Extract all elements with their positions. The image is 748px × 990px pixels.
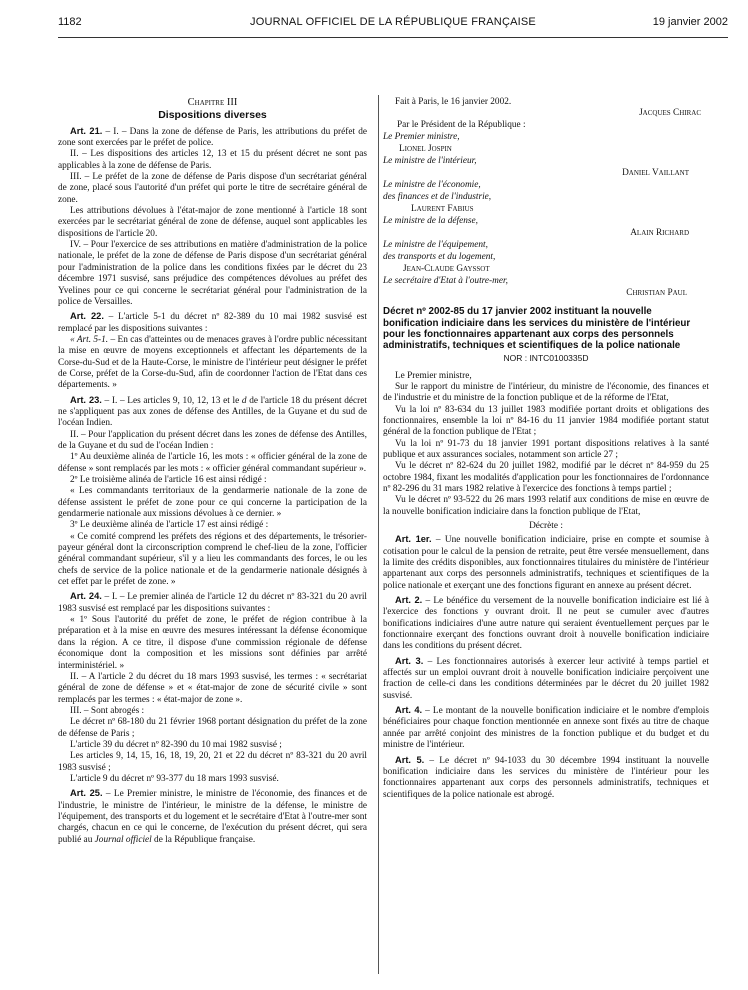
paragraph: « Ce comité comprend les préfets des régions et des départements, le trésorier-payeur général dont la circonscription comprend le chef-lieu de la zone, l'officier général commandant supérieur, s'il y a lieu les commandants des forces, le ou les chefs de service de la police nationale et de la gendarmerie nationale désignés à cet effet par le préfet de zone. » <box>58 531 367 588</box>
signatory-name: Daniel Vaillant <box>622 168 689 179</box>
signature-line <box>383 144 709 156</box>
article-label: Art. 3. <box>395 655 424 666</box>
chapter-heading: Chapitre III <box>187 97 238 108</box>
paragraph-text: – I. – Dans la zone de défense de Paris, les attributions du préfet de zone sont exercées par le préfet de police. <box>58 126 367 149</box>
signature-line <box>383 252 709 264</box>
paragraph: IV. – Pour l'exercice de ses attributions en matière d'administration de la police nationale, le préfet de la zone de défense de Paris dispose d'un secrétariat général pour l'administration de la police dans les conditions fixées par le décret du 23 décembre 1971 susvisé, sans préjudice des compétences dévolues au préfet des Yvelines pour ce qui concerne le secrétariat général pour l'administration de la police de Versailles. <box>58 240 367 307</box>
page-number: 1182 <box>58 16 82 28</box>
quoted-article-ref: « Art. 5-1. <box>70 334 109 345</box>
signatory-name: Lionel Jospin <box>399 144 452 155</box>
journal-ref: Journal officiel <box>94 834 152 845</box>
signature-line <box>383 192 709 204</box>
signatory-role: Le ministre de l'intérieur, <box>383 156 477 167</box>
signatory-role: Le ministre de l'équipement, <box>383 240 488 251</box>
signature-line <box>383 108 709 120</box>
signatory-role: des transports et du logement, <box>383 252 496 263</box>
paragraph: Les articles 9, 14, 15, 16, 18, 19, 20, 21 et 22 du décret nº 83-321 du 20 avril 1983 susvisé ; <box>58 751 367 773</box>
paragraph-text: – Le bénéfice du versement de la nouvelle bonification indiciaire est lié à l'exercice des fonctions y ouvrant droit. Il ne peut se cumuler avec d'autres bonifications indiciaires d'une autre nature qui seraient éventuellement perçues par le fonctionnaire exerçant des fonctions ouvrant droit à nouvelle bonification indiciaire dans les conditions du présent décret. <box>383 596 709 652</box>
paragraph: « 1º Sous l'autorité du préfet de zone, le préfet de région contribue à la préparation et à la mise en œuvre des mesures intéressant la défense économique dans la région. A ce titre, il dispose d'une commission régionale de défense économique dont la composition et les missions sont définies par arrêté interministériel. » <box>58 615 367 671</box>
signature-line <box>383 204 709 216</box>
issue-date: 19 janvier 2002 <box>652 16 728 28</box>
article-label: Art. 25. <box>70 788 103 799</box>
signature-line <box>383 180 709 192</box>
paragraph: « Les commandants territoriaux de la gendarmerie nationale de la zone de défense assistent le préfet de zone pour ce qui concerne la participation de la gendarmerie nationale aux missions dévolues à ce dernier. » <box>58 486 367 520</box>
article-label: Art. 2. <box>395 595 423 606</box>
signatory-role: des finances et de l'industrie, <box>383 192 492 203</box>
article-4 <box>383 705 709 751</box>
signatory-name: Christian Paul <box>626 288 687 299</box>
article-24 <box>58 591 367 615</box>
article-label: Art. 1er. <box>395 534 432 545</box>
paragraph: II. – Les dispositions des articles 12, 13 et 15 du présent décret ne sont pas applicables à la zone de défense de Paris. <box>58 149 367 171</box>
paragraph-text: – Le décret nº 94-1033 du 30 décembre 1994 instituant la nouvelle bonification indiciaire dans les services du ministère de l'intérieur pour les fonctionnaires appartenant aux corps des personnels administratifs, techniques et scientifiques de la police nationale est abrogé. <box>383 755 709 800</box>
signature-line <box>383 216 709 228</box>
signatory-name: Alain Richard <box>630 228 689 239</box>
article-5 <box>383 755 709 801</box>
paragraph: 1º Au deuxième alinéa de l'article 16, les mots : « officier général de la zone de défense » sont remplacés par les mots : « officier général commandant supérieur ». <box>58 452 367 474</box>
paragraph-text: de la République française. <box>151 834 256 845</box>
paragraph: II. – Pour l'application du présent décret dans les zones de défense des Antilles, de la Guyane et du sud de l'océan Indien : <box>58 429 367 451</box>
paragraph: III. – Le préfet de la zone de défense de Paris dispose d'un secrétariat général de zone, placé sous l'autorité d'un préfet qui porte le titre de secrétaire général de zone. <box>58 172 367 205</box>
paragraph-text: de l'article 18 du présent décret ne s'appliquent pas aux zones de défense des Antilles, de la Guyane et du sud de l'océan Indien. <box>58 395 367 429</box>
paragraph-text: – L'article 5-1 du décret nº 82-389 du 10 mai 1982 susvisé est remplacé par les dispositions suivantes : <box>58 312 367 334</box>
signatory-name: Laurent Fabius <box>411 204 474 215</box>
paragraph: Vu le décret nº 82-624 du 20 juillet 1982, modifié par le décret nº 84-959 du 25 octobre 1984, fixant les modalités d'application pour les fonctionnaires de l'ordonnance nº 82-296 du 31 mars 1982 relative à l'exercice des fonctions à temps partiel ; <box>383 461 709 494</box>
signatory-name: Jean-Claude Gayssot <box>403 264 490 275</box>
nor-reference: NOR : INTC0100335D <box>503 353 589 364</box>
article-label: Art. 4. <box>395 705 423 716</box>
signature-line <box>383 132 709 144</box>
paragraph-text: – Les fonctionnaires autorisés à exercer leur activité à temps partiel et affectés sur un emploi ouvrant droit à nouvelle bonification indiciaire perçoivent une fraction de celle-ci dans les conditions déterminées par le décret du 20 juillet 1982 susvisé. <box>383 656 710 701</box>
signature-place-date: Fait à Paris, le 16 janvier 2002. <box>395 97 512 107</box>
paragraph-text: – I. – Le premier alinéa de l'article 12 du décret nº 83-321 du 20 avril 1983 susvisé est remplacé par les dispositions suivantes : <box>58 592 367 614</box>
article-3 <box>383 656 709 702</box>
signature-line <box>383 228 709 240</box>
decree-title: Décret nº 2002-85 du 17 janvier 2002 instituant la nouvelle bonification indiciaire dans les services du ministère de l'intérieur pour les fonctionnaires appartenant aux corps des personnels administratifs, techniques et scientifiques de la police nationale <box>383 306 691 351</box>
paragraph: Sur le rapport du ministre de l'intérieur, du ministre de l'économie, des finances et de l'industrie et du ministre de la fonction publique et de la réforme de l'Etat, <box>383 381 709 404</box>
signature-line <box>383 168 709 180</box>
quoted-article <box>58 335 367 392</box>
signatory-role: Le ministre de l'économie, <box>383 180 481 191</box>
paragraph-text: – En cas d'atteintes ou de menaces graves à l'ordre public nécessitant la mise en œuvre de moyens exceptionnels et affectant les départements de la Corse-du-Sud et de la Haute-Corse, le ministre de l'intérieur peut désigner le préfet de Corse, préfet de la Corse-du-Sud, afin de coordonner l'action de l'Etat dans ces départements. » <box>58 334 367 391</box>
paragraph-text: – Une nouvelle bonification indiciaire, prise en compte et soumise à cotisation pour le calcul de la pension de retraite, peut être versée mensuellement, dans la limite des crédits disponibles, aux fonctionnaires titulaires du ministère de l'intérieur appartenant aux corps des personnels administratifs, techniques et scientifiques de la police nationale et exerçant une des fonctions figurant en annexe au présent décret. <box>383 535 709 591</box>
letter-ref: d <box>241 395 247 406</box>
article-25 <box>58 788 367 846</box>
left-column <box>58 97 367 846</box>
article-label: Art. 22. <box>70 311 104 322</box>
decree-formula: Décrète : <box>529 520 563 531</box>
article-1 <box>383 534 709 592</box>
paragraph: L'article 39 du décret nº 82-390 du 10 mai 1982 susvisé ; <box>70 739 282 750</box>
paragraph: 3º Le deuxième alinéa de l'article 17 est ainsi rédigé : <box>70 520 269 531</box>
article-label: Art. 5. <box>395 754 425 765</box>
signatory-heading: Par le Président de la République : <box>397 120 526 131</box>
journal-title: JOURNAL OFFICIEL DE LA RÉPUBLIQUE FRANÇAISE <box>250 16 536 28</box>
article-22 <box>58 311 367 335</box>
paragraph: Les attributions dévolues à l'état-major de zone mentionné à l'article 18 sont exercées par le secrétariat général de zone de défense, auquel sont applicables les dispositions de l'article 20. <box>58 206 367 239</box>
signatory-role: Le secrétaire d'Etat à l'outre-mer, <box>383 276 508 287</box>
page-header <box>58 16 728 34</box>
article-label: Art. 23. <box>70 394 102 405</box>
signature-line <box>383 276 709 288</box>
paragraph: Le décret nº 68-180 du 21 février 1968 portant désignation du préfet de la zone de défense de Paris ; <box>58 717 367 739</box>
paragraph: Vu le décret nº 93-522 du 26 mars 1993 relatif aux conditions de mise en œuvre de la nouvelle bonification indiciaire dans la fonction publique de l'Etat, <box>383 495 709 517</box>
article-label: Art. 24. <box>70 591 102 602</box>
column-divider <box>378 95 379 974</box>
signature-line <box>383 264 709 276</box>
signatory-role: Le Premier ministre, <box>383 132 460 143</box>
signature-line <box>383 156 709 168</box>
paragraph: L'article 9 du décret nº 93-377 du 18 mars 1993 susvisé. <box>70 773 279 784</box>
section-heading: Dispositions diverses <box>158 109 267 122</box>
paragraph-text: – Le Premier ministre, le ministre de l'économie, des finances et de l'industrie, le ministre de l'intérieur, le ministre de la défense, le ministre de l'équipement, des transports et du logement et le secrétaire d'Etat à l'outre-mer sont chargés, chacun en ce qui le concerne, de l'exécution du présent décret, qui sera publié au <box>58 789 367 845</box>
paragraph: III. – Sont abrogés : <box>70 705 145 716</box>
paragraph: 2º Le troisième alinéa de l'article 16 est ainsi rédigé : <box>70 475 267 485</box>
signature-line <box>383 240 709 252</box>
paragraph: II. – A l'article 2 du décret du 18 mars 1993 susvisé, les termes : « secrétariat général de zone de défense » et « état-major de zone de sécurité civile » sont remplacés par les termes : « état-major de zone ». <box>58 671 367 705</box>
article-2 <box>383 595 709 653</box>
signatory-role: Le ministre de la défense, <box>383 216 478 227</box>
paragraph: Vu la loi nº 83-634 du 13 juillet 1983 modifiée portant droits et obligations des fonctionnaires, ensemble la loi nº 84-16 du 11 janvier 1984 modifiée portant statut général de la fonction publique de l'Etat ; <box>383 404 709 438</box>
article-21 <box>58 126 367 150</box>
signatory-name: Jacques Chirac <box>639 108 701 119</box>
article-23 <box>58 395 367 430</box>
header-rule <box>58 37 728 38</box>
article-label: Art. 21. <box>70 125 103 136</box>
paragraph-text: – Le montant de la nouvelle bonification indiciaire et le nombre d'emplois bénéficiaires pour chaque fonction mentionnée en annexe sont fixés au titre de chaque année par arrêté conjoint des ministres de la fonction publique et du budget et du ministre de l'intérieur. <box>383 706 709 751</box>
paragraph: Le Premier ministre, <box>395 370 472 381</box>
right-column <box>383 97 709 801</box>
signature-line <box>383 120 709 132</box>
signature-line <box>383 288 709 300</box>
paragraph: Vu la loi nº 91-73 du 18 janvier 1991 portant dispositions relatives à la santé publique et aux assurances sociales, notamment son article 27 ; <box>383 438 709 460</box>
paragraph-text: – I. – Les articles 9, 10, 12, 13 et le <box>101 395 242 406</box>
